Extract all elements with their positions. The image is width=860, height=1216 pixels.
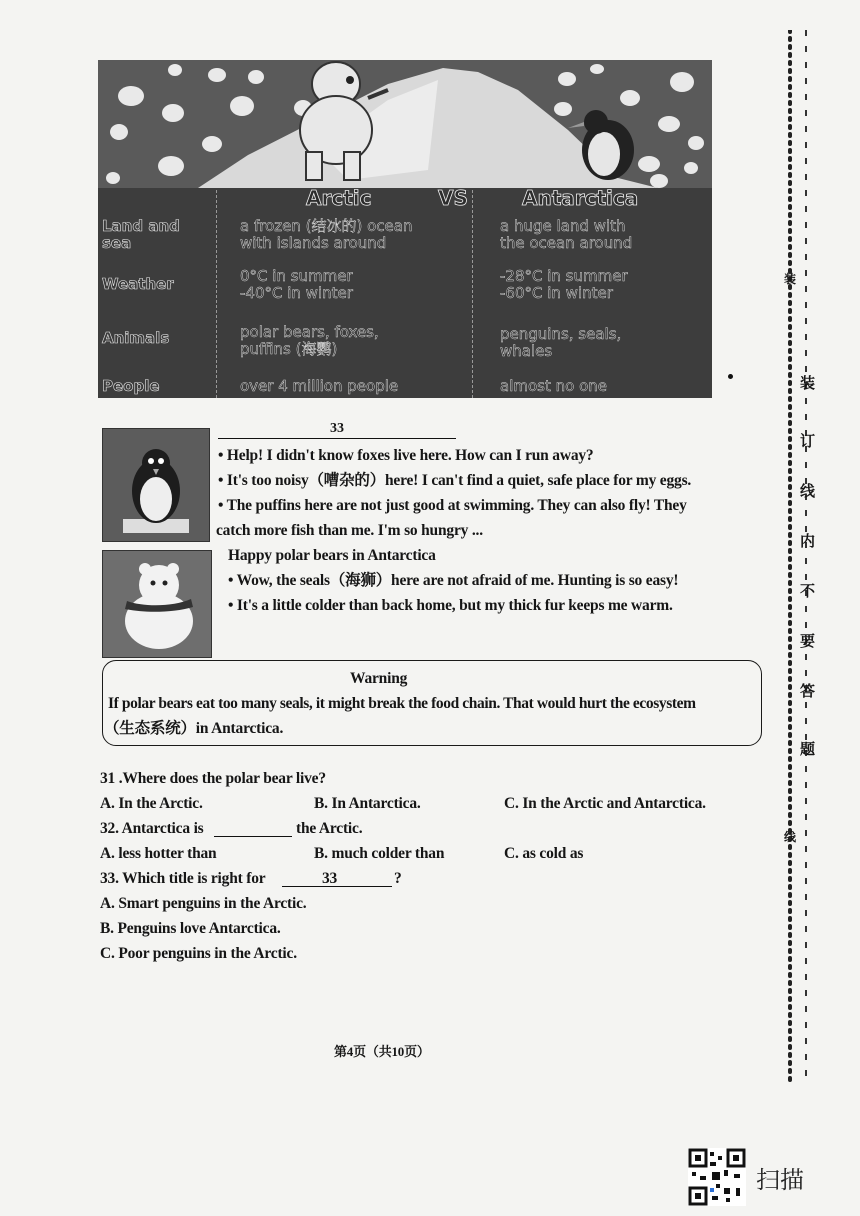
cell-antarctica-people: almost no one bbox=[500, 377, 607, 395]
binding-char-zhuang-small: 装 bbox=[784, 272, 797, 286]
q31-stem: 31 .Where does the polar bear live? bbox=[100, 770, 326, 787]
penguin-line-4: catch more fish than me. I'm so hungry ... bbox=[216, 522, 483, 539]
q33-option-c[interactable]: C. Poor penguins in the Arctic. bbox=[100, 945, 297, 962]
polar-bear-thumbnail bbox=[102, 550, 212, 658]
q32-option-c[interactable]: C. as cold as bbox=[504, 845, 584, 862]
warning-line-1: If polar bears eat too many seals, it might break the food chain. That would hurt the ecosystem bbox=[108, 695, 696, 712]
q33-option-b[interactable]: B. Penguins love Antarctica. bbox=[100, 920, 281, 937]
penguin-line-2: • It's too noisy（嘈杂的）here! I can't find a quiet, safe place for my eggs. bbox=[218, 472, 692, 489]
bear-line-1: • Wow, the seals（海狮）here are not afraid of me. Hunting is so easy! bbox=[228, 572, 679, 589]
q32-stem-pre: 32. Antarctica is bbox=[100, 820, 204, 837]
q33-stem-pre: 33. Which title is right for bbox=[100, 870, 266, 887]
binding-char-4: 内 bbox=[800, 534, 816, 550]
cell-antarctica-weather: -28°C in summer -60°C in winter bbox=[500, 267, 628, 302]
cell-arctic-weather: 0°C in summer -40°C in winter bbox=[240, 267, 353, 302]
binding-edge bbox=[780, 30, 820, 1090]
warning-title: Warning bbox=[350, 670, 408, 687]
binding-char-5: 不 bbox=[800, 584, 816, 600]
page-number: 第4页（共10页） bbox=[334, 1044, 430, 1059]
q32-option-b[interactable]: B. much colder than bbox=[314, 845, 445, 862]
q33-stem-post: ? bbox=[394, 870, 402, 887]
binding-char-xian-small: 线 bbox=[784, 830, 797, 844]
stray-dot bbox=[728, 374, 733, 379]
cell-antarctica-animals: penguins, seals, whales bbox=[500, 325, 622, 360]
row-label-weather: Weather bbox=[102, 275, 174, 293]
binding-char-8: 题 bbox=[800, 742, 816, 758]
bear-section-title: Happy polar bears in Antarctica bbox=[228, 547, 436, 564]
column-divider bbox=[216, 190, 218, 398]
penguin-icon bbox=[103, 429, 209, 541]
binding-char-6: 要 bbox=[800, 634, 816, 650]
q31-option-a[interactable]: A. In the Arctic. bbox=[100, 795, 203, 812]
qr-code-icon[interactable] bbox=[688, 1148, 746, 1206]
q31-option-b[interactable]: B. In Antarctica. bbox=[314, 795, 421, 812]
scan-label[interactable]: 扫描 bbox=[756, 1166, 804, 1194]
binding-char-7: 答 bbox=[800, 684, 816, 700]
binding-char-3: 线 bbox=[800, 484, 816, 500]
cell-arctic-land: a frozen (结冰的) ocean with islands around bbox=[240, 217, 413, 252]
q32-answer-blank[interactable] bbox=[214, 836, 292, 837]
penguin-line-3: • The puffins here are not just good at swimming. They can also fly! They bbox=[218, 497, 687, 514]
penguin-line-1: • Help! I didn't know foxes live here. How can I run away? bbox=[218, 447, 594, 464]
q33-option-a[interactable]: A. Smart penguins in the Arctic. bbox=[100, 895, 307, 912]
cell-antarctica-land: a huge land with the ocean around bbox=[500, 217, 633, 252]
q31-option-c[interactable]: C. In the Arctic and Antarctica. bbox=[504, 795, 706, 812]
row-label-land-and-sea: Land and sea bbox=[102, 217, 180, 252]
bear-line-2: • It's a little colder than back home, but my thick fur keeps me warm. bbox=[228, 597, 673, 614]
polar-bear-icon bbox=[103, 551, 211, 657]
q33-blank-value: 33 bbox=[322, 870, 338, 887]
row-label-animals: Animals bbox=[102, 329, 170, 347]
header-vs: VS bbox=[438, 186, 468, 210]
q32-option-a[interactable]: A. less hotter than bbox=[100, 845, 217, 862]
header-arctic: Arctic bbox=[306, 186, 372, 210]
penguin-thumbnail bbox=[102, 428, 210, 542]
cell-arctic-people: over 4 million people bbox=[240, 377, 399, 395]
binding-char-2: 订 bbox=[800, 434, 816, 450]
cell-arctic-animals: polar bears, foxes, puffins (海鹦) bbox=[240, 323, 379, 358]
title-blank-33: 33 bbox=[218, 420, 456, 439]
warning-line-2: （生态系统）in Antarctica. bbox=[104, 720, 284, 737]
row-label-people: People bbox=[102, 377, 160, 395]
arctic-vs-antarctica-picture bbox=[98, 60, 712, 398]
header-antarctica: Antarctica bbox=[522, 186, 639, 210]
binding-char-1: 装 bbox=[800, 376, 816, 392]
q32-stem-post: the Arctic. bbox=[296, 820, 363, 837]
